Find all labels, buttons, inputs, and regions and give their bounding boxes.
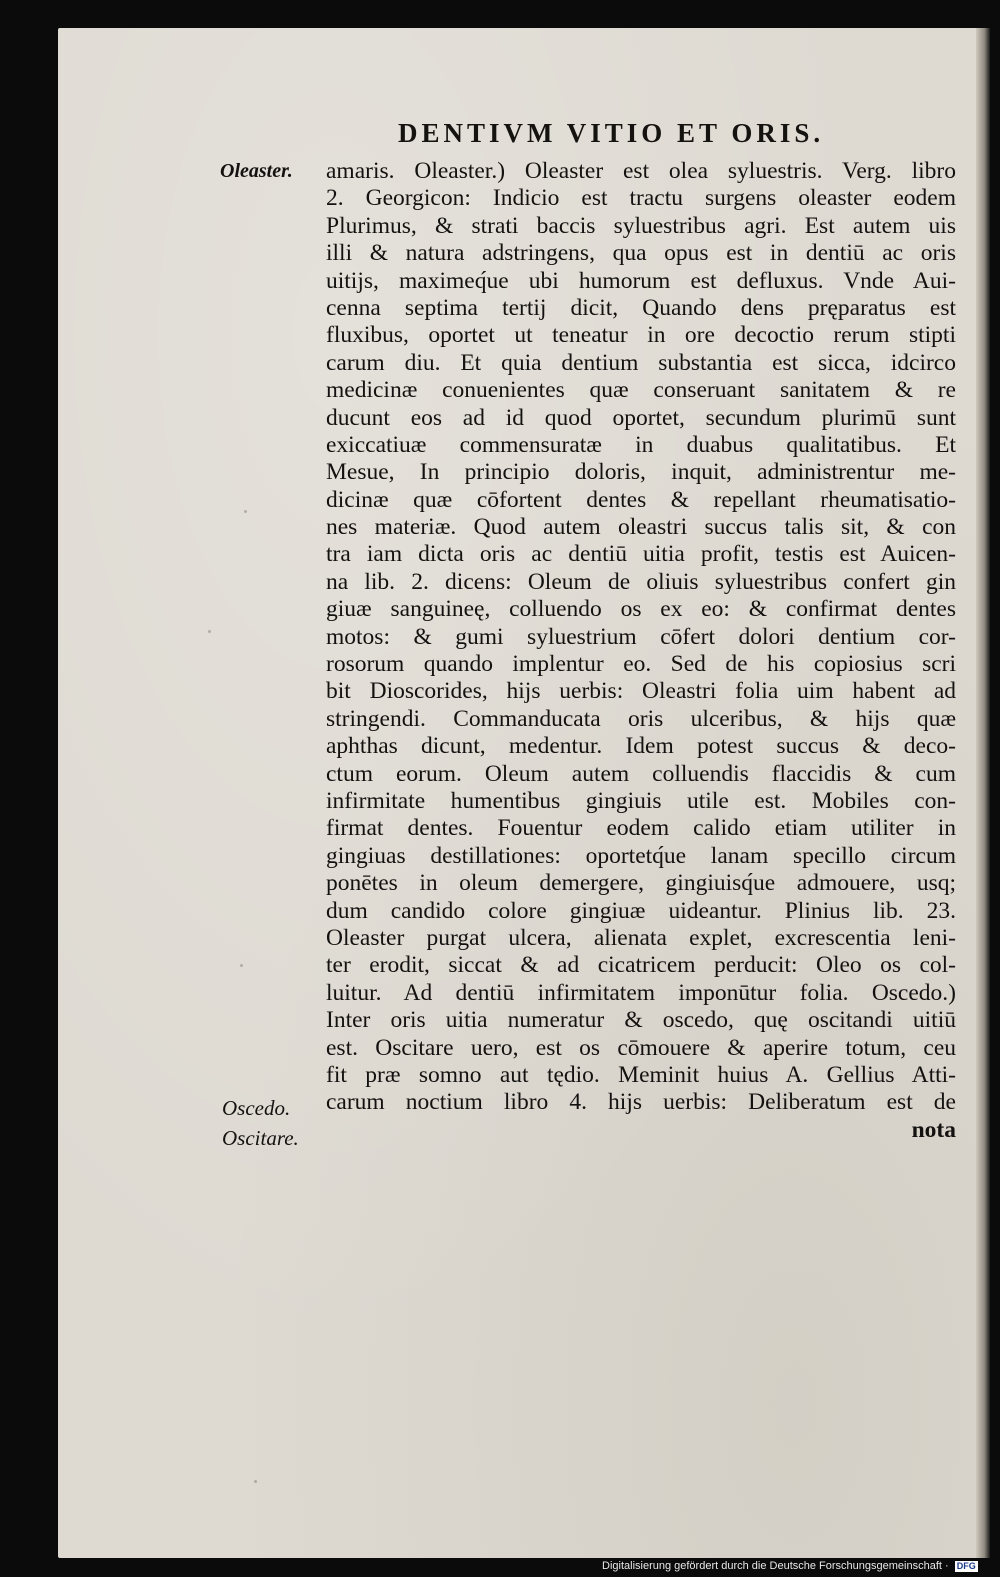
- text-line: rosorum quando implentur eo. Sed de his copiosius scri: [326, 651, 956, 678]
- text-line: Oleaster purgat ulcera, alienata explet, excrescentia leni-: [326, 924, 956, 951]
- text-line: tra iam dicta oris ac dentiū uitia profit, testis est Auicen-: [326, 541, 956, 568]
- text-line: Inter oris uitia numeratur & oscedo, quę oscitandi uitiū: [326, 1007, 956, 1034]
- text-line: exiccatiuæ commensuratæ in duabus qualitatibus. Et: [326, 431, 956, 458]
- text-line: illi & natura adstringens, qua opus est in dentiū ac oris: [326, 240, 956, 267]
- margin-note-oscedo: Oscedo.: [222, 1096, 291, 1120]
- text-line: gingiuas destillationes: oportetq́ue lanam specillo circum: [326, 842, 956, 869]
- credit-text: Digitalisierung gefördert durch die Deutsche Forschungsgemeinschaft: [602, 1560, 942, 1572]
- page-edge-shadow: [976, 28, 990, 1558]
- text-line: infirmitate humentibus gingiuis utile est. Mobiles con-: [326, 787, 956, 814]
- text-line: dicinæ quæ cōfortent dentes & repellant rheumatisatio-: [326, 486, 956, 513]
- body-text: [326, 158, 956, 1144]
- digitization-credit: Digitalisierung gefördert durch die Deutsche Forschungsgemeinschaft · DFG: [602, 1560, 976, 1572]
- text-line: Mesue, In principio doloris, inquit, administrentur me-: [326, 459, 956, 486]
- text-line: na lib. 2. dicens: Oleum de oliuis syluestribus confert gin: [326, 568, 956, 595]
- text-line: dum candido colore gingiuæ uideantur. Plinius lib. 23.: [326, 897, 956, 924]
- text-line: carum noctium libro 4. hijs uerbis: Deliberatum est de: [326, 1089, 956, 1116]
- margin-note-oleaster: Oleaster.: [220, 160, 293, 182]
- text-line: nes materiæ. Quod autem oleastri succus talis sit, & con: [326, 514, 956, 541]
- text-line: ctum eorum. Oleum autem colluendis flaccidis & cum: [326, 760, 956, 787]
- text-line: firmat dentes. Fouentur eodem calido etiam utiliter in: [326, 815, 956, 842]
- text-line: cenna septima tertij dicit, Quando dens pręparatus est: [326, 294, 956, 321]
- text-line: ter erodit, siccat & ad cicatricem perducit: Oleo os col-: [326, 952, 956, 979]
- text-line: ponētes in oleum demergere, gingiuisq́ue admouere, usq;: [326, 870, 956, 897]
- catchword: nota: [911, 1116, 956, 1143]
- text-line: giuæ sanguineę, colluendo os ex eo: & confirmat dentes: [326, 596, 956, 623]
- text-line: ducunt eos ad id quod oportet, secundum plurimū sunt: [326, 404, 956, 431]
- margin-note-oscitare: Oscitare.: [222, 1126, 299, 1150]
- text-line: stringendi. Commanducata oris ulceribus, & hijs quæ: [326, 705, 956, 732]
- text-line: bit Dioscorides, hijs uerbis: Oleastri folia uim habent ad: [326, 678, 956, 705]
- text-line: fit præ somno aut tędio. Meminit huius A. Gellius Atti-: [326, 1061, 956, 1088]
- text-line: medicinæ conuenientes quæ conseruant sanitatem & re: [326, 377, 956, 404]
- text-line: carum diu. Et quia dentium substantia est sicca, idcirco: [326, 349, 956, 376]
- text-line: motos: & gumi syluestrium cōfert dolori dentium cor-: [326, 623, 956, 650]
- text-line: est. Oscitare uero, est os cōmouere & aperire totum, ceu: [326, 1034, 956, 1061]
- text-line: luitur. Ad dentiū infirmitatem imponūtur folia. Oscedo.): [326, 979, 956, 1006]
- running-head: DENTIVM VITIO ET ORIS.: [398, 118, 825, 148]
- text-line: amaris. Oleaster.) Oleaster est olea syluestris. Verg. libro: [326, 158, 956, 184]
- text-line: aphthas dicunt, medentur. Idem potest succus & deco-: [326, 733, 956, 760]
- text-line: uitijs, maximeq́ue ubi humorum est defluxus. Vnde Aui-: [326, 267, 956, 294]
- text-line: Plurimus, & strati baccis syluestribus agri. Est autem uis: [326, 212, 956, 239]
- dfg-logo: DFG: [956, 1561, 976, 1571]
- text-line: 2. Georgicon: Indicio est tractu surgens oleaster eodem: [326, 185, 956, 212]
- text-line: fluxibus, oportet ut teneatur in ore decoctio rerum stipti: [326, 322, 956, 349]
